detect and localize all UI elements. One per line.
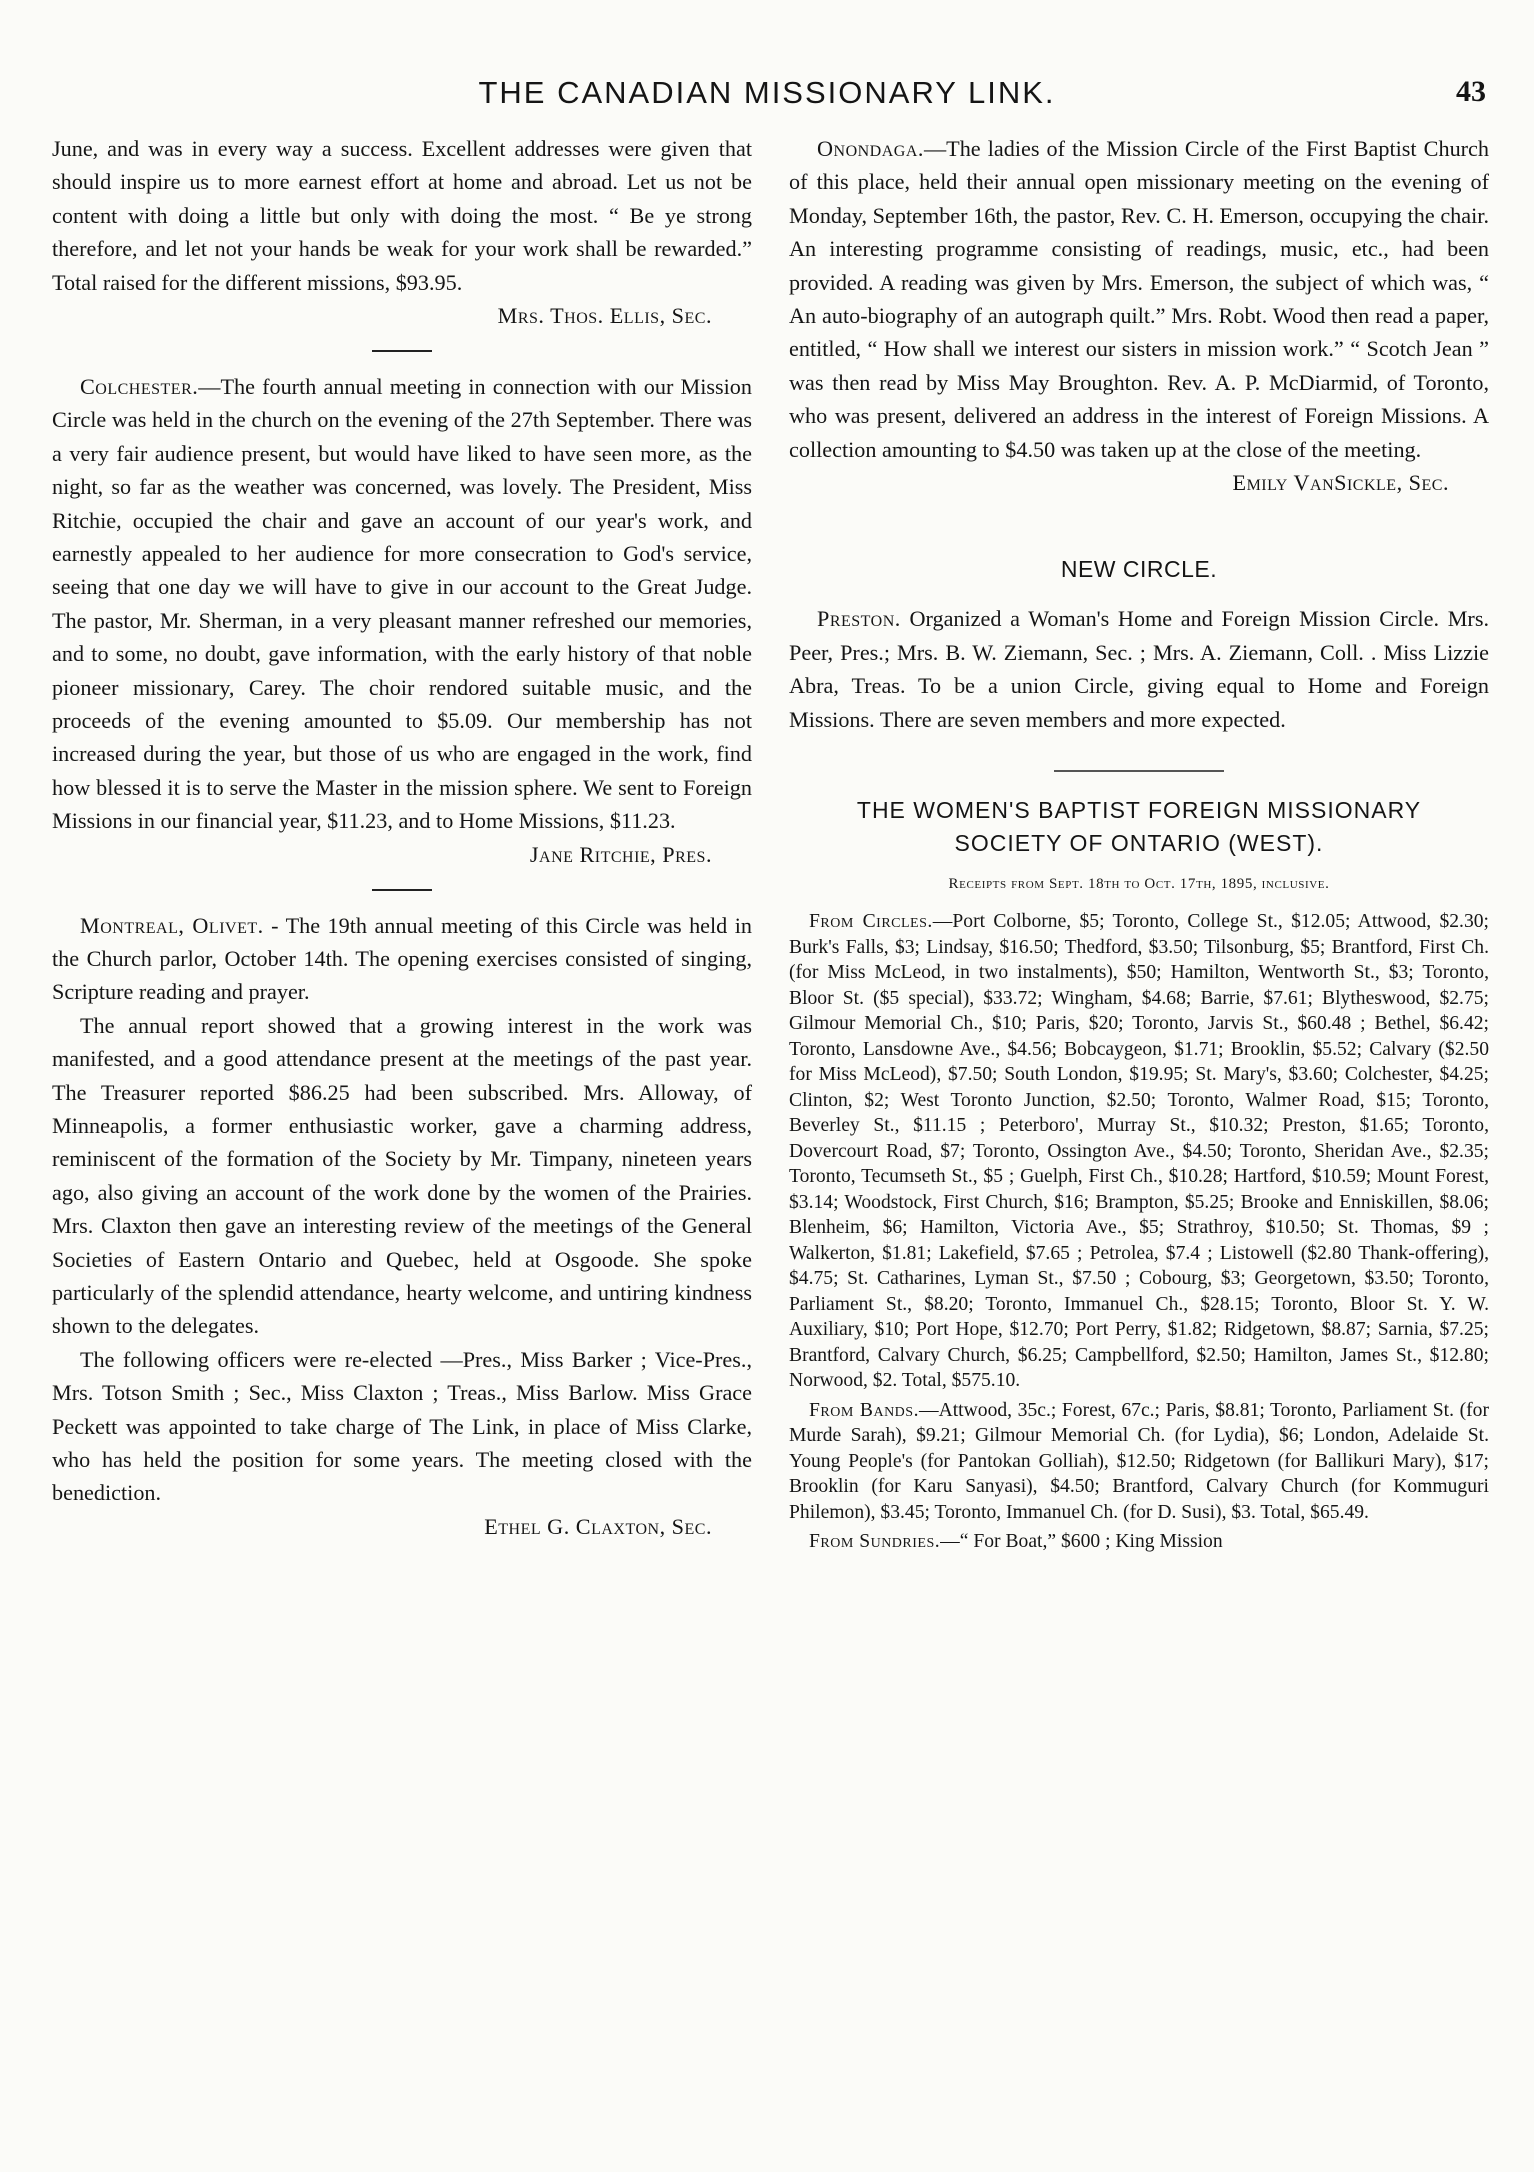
receipts-subheading: Receipts from Sept. 18th to Oct. 17th, 1895, inclusive. [948,875,1330,892]
receipts-bands [789,1398,1489,1526]
receipts-text: —“ For Boat,” $600 ; King Mission [940,1531,1223,1552]
receipts-sundries [789,1529,1489,1555]
paragraph-june-meeting: June, and was in every way a success. Excellent addresses were given that should inspire us to more earnest effort at home and abroad. Let us not be content with doing a little but only with doing the most. “ Be ye strong therefore, and let not your hands be weak for your work shall be rewarded.” Total raised for the different missions, $93.95. [52,136,752,295]
divider [372,350,432,352]
receipts-label: From Sundries. [809,1531,941,1552]
running-header [0,75,1534,115]
signature-claxton: Ethel G. Claxton, Sec. [484,1513,712,1539]
spacer [789,586,1489,602]
paragraph-officers: The following officers were re-elected —Pres., Miss Barker ; Vice-Pres., Mrs. Totson Smith ; Sec., Miss Claxton ; Treas., Miss Barlow. Miss Grace Peckett was appointed to take charge of The Link, in place of Miss Clarke, who has held the position for some years. The meeting closed with the benediction. [52,1346,752,1506]
divider [372,889,432,891]
heading-line: THE WOMEN'S BAPTIST FOREIGN MISSIONARY [856,796,1422,823]
paragraph-preston [789,602,1489,736]
heading-line: SOCIETY OF ONTARIO (WEST). [954,829,1324,856]
divider [1054,770,1224,772]
paragraph-montreal [52,909,752,1009]
signature-ellis: Mrs. Thos. Ellis, Sec. [497,303,712,329]
receipts-label: From Bands. [809,1399,919,1421]
section-heading-society [789,794,1489,860]
left-column [52,132,752,1543]
spacer [789,499,1489,553]
right-column [789,132,1489,1559]
paragraph-text: - The 19th annual meeting of this Circle was held in the Church parlor, October 14th. The opening exercises consisted of singing, Scripture reading and prayer. [52,912,752,1005]
place-name: Preston. [817,606,901,632]
place-name: Montreal, Olivet. [80,912,264,938]
receipts-text: —Port Colborne, $5; Toronto, College St., $12.05; Attwood, $2.30; Burk's Falls, $3; Lindsay, $16.50; Thedford, $3.50; Tilsonburg, $5; Brantford, First Ch. (for Miss McLeod, in two instalments), $50; Hamilton, Wentworth St., $3; Toronto, Bloor St. ($5 special), $33.72; Wingham, $4.68; Barrie, $7.61; Blytheswood, $2.75; Gilmour Memorial Ch., $10; Paris, $20; Toronto, Jarvis St., $60.48 ; Bethel, $6.42; Toronto, Lansdowne Ave., $4.56; Bobcaygeon, $1.71; Brooklin, $5.52; Calvary ($2.50 for Miss McLeod), $7.50; South London, $19.95; St. Mary's, $3.60; Colchester, $4.25; Clinton, $2; West Toronto Junction, $2.50; Toronto, Walmer Road, $15; Toronto, Beverley St., $11.15 ; Peterboro', Murray St., $10.32; Preston, $1.65; Toronto, Dovercourt Road, $7; Toronto, Ossington Ave., $4.50; Toronto, Sheridan Ave., $2.35; Toronto, Tecumseth St., $5 ; Guelph, First Ch., $10.28; Hartford, $10.59; Mount Forest, $3.14; Woodstock, First Church, $16; Brampton, $5.25; Brooke and Enniskillen, $8.06; Blenheim, $6; Hamilton, Victoria Ave., $5; Strathroy, $10.50; St. Thomas, $9 ; Walkerton, $1.81; Lakefield, $7.65 ; Petrolea, $7.4 ; Listowell ($2.80 Thank-offering), $4.75; St. Catharines, Lyman St., $7.50 ; Cobourg, $3; Georgetown, $3.50; Toronto, Parliament St., $8.20; Toronto, Immanuel Ch., $28.15; Toronto, Bloor St. Y. W. Auxiliary, $10; Port Hope, $12.70; Port Perry, $1.82; Ridgetown, $8.87; Sarnia, $7.25; Brantford, Calvary Church, $6.25; Campbellford, $2.50; Hamilton, James St., $12.80; Norwood, $2. Total, $575.10. [789,911,1489,1391]
place-name: Onondaga. [817,136,924,161]
paragraph-annual-report: The annual report showed that a growing interest in the work was manifested, and a good attendance present at the meetings of the past year. The Treasurer reported $86.25 had been subscribed. Mrs. Alloway, of Minneapolis, a former enthusiastic worker, gave a charming address, reminiscent of the formation of the Society by Mr. Timpany, nineteen years ago, also giving an account of the work done by the women of the Prairies. Mrs. Claxton then gave an interesting review of the meetings of the General Societies of Eastern Ontario and Quebec, held at Osgoode. She spoke particularly of the splendid attendance, hearty welcome, and untiring kindness shown to the delegates. [52,1012,752,1339]
paragraph-onondaga [789,132,1489,466]
page-number: 43 [1456,75,1486,108]
paragraph-text: Organized a Woman's Home and Foreign Mission Circle. Mrs. Peer, Pres.; Mrs. B. W. Ziemann, Sec. ; Mrs. A. Ziemann, Coll. . Miss Lizzie Abra, Treas. To be a union Circle, giving equal to Home and Foreign Missions. There are seven members and more expected. [789,606,1489,732]
receipts-circles [789,909,1489,1394]
page-title: THE CANADIAN MISSIONARY LINK. [478,75,1056,110]
section-heading-new-circle: NEW CIRCLE. [1060,556,1218,583]
receipts-list [789,909,1489,1555]
paragraph-text: —The fourth annual meeting in connection with our Mission Circle was held in the church on the evening of the 27th September. There was a very fair audience present, but would have liked to have seen more, as the night, so far as the weather was concerned, was lovely. The President, Miss Ritchie, occupied the chair and gave an account of our year's work, and earnestly appealed to her audience for more consecration to God's service, seeing that one day we will have to give in our account to the Great Judge. The pastor, Mr. Sherman, in a very pleasant manner refreshed our memories, and to some, no doubt, gave information, with the early history of that noble pioneer missionary, Carey. The choir rendored suitable music, and the proceeds of the evening amounted to $5.09. Our membership has not increased during the year, but those of us who are engaged in the work, find how blessed it is to serve the Master in the mission sphere. We sent to Foreign Missions in our financial year, $11.23, and to Home Missions, $11.23. [52,373,752,834]
receipts-text: —Attwood, 35c.; Forest, 67c.; Paris, $8.81; Toronto, Parliament St. (for Murde Sarah), $9.21; Gilmour Memorial Ch. (for Lydia), $6; London, Adelaide St. Young People's (for Pantokan Golliah), $12.50; Ridgetown (for Ballikuri Mary), $17; Brooklin (for Karu Sanyasi), $4.50; Brantford, Calvary Church (for Kommuguri Philemon), $3.45; Toronto, Immanuel Ch. (for D. Susi), $3. Total, $65.49. [789,1399,1489,1523]
signature-ritchie: Jane Ritchie, Pres. [529,841,712,867]
paragraph-text: —The ladies of the Mission Circle of the First Baptist Church of this place, held their annual open missionary meeting on the evening of Monday, September 16th, the pastor, Rev. C. H. Emerson, occupying the chair. An interesting programme consisting of readings, music, etc., had been provided. A reading was given by Mrs. Emerson, the subject of which was, “ An auto-biography of an autograph quilt.” Mrs. Robt. Wood then read a paper, entitled, “ How shall we interest our sisters in mission work.” “ Scotch Jean ” was then read by Miss May Broughton. Rev. A. P. McDiarmid, of Toronto, who was present, delivered an address in the interest of Foreign Missions. A collection amounting to $4.50 was taken up at the close of the meeting. [789,136,1489,462]
paragraph-colchester [52,370,752,838]
signature-vansickle: Emily VanSickle, Sec. [1232,470,1449,496]
receipts-label: From Circles. [809,911,933,932]
place-name: Colchester. [80,373,199,399]
